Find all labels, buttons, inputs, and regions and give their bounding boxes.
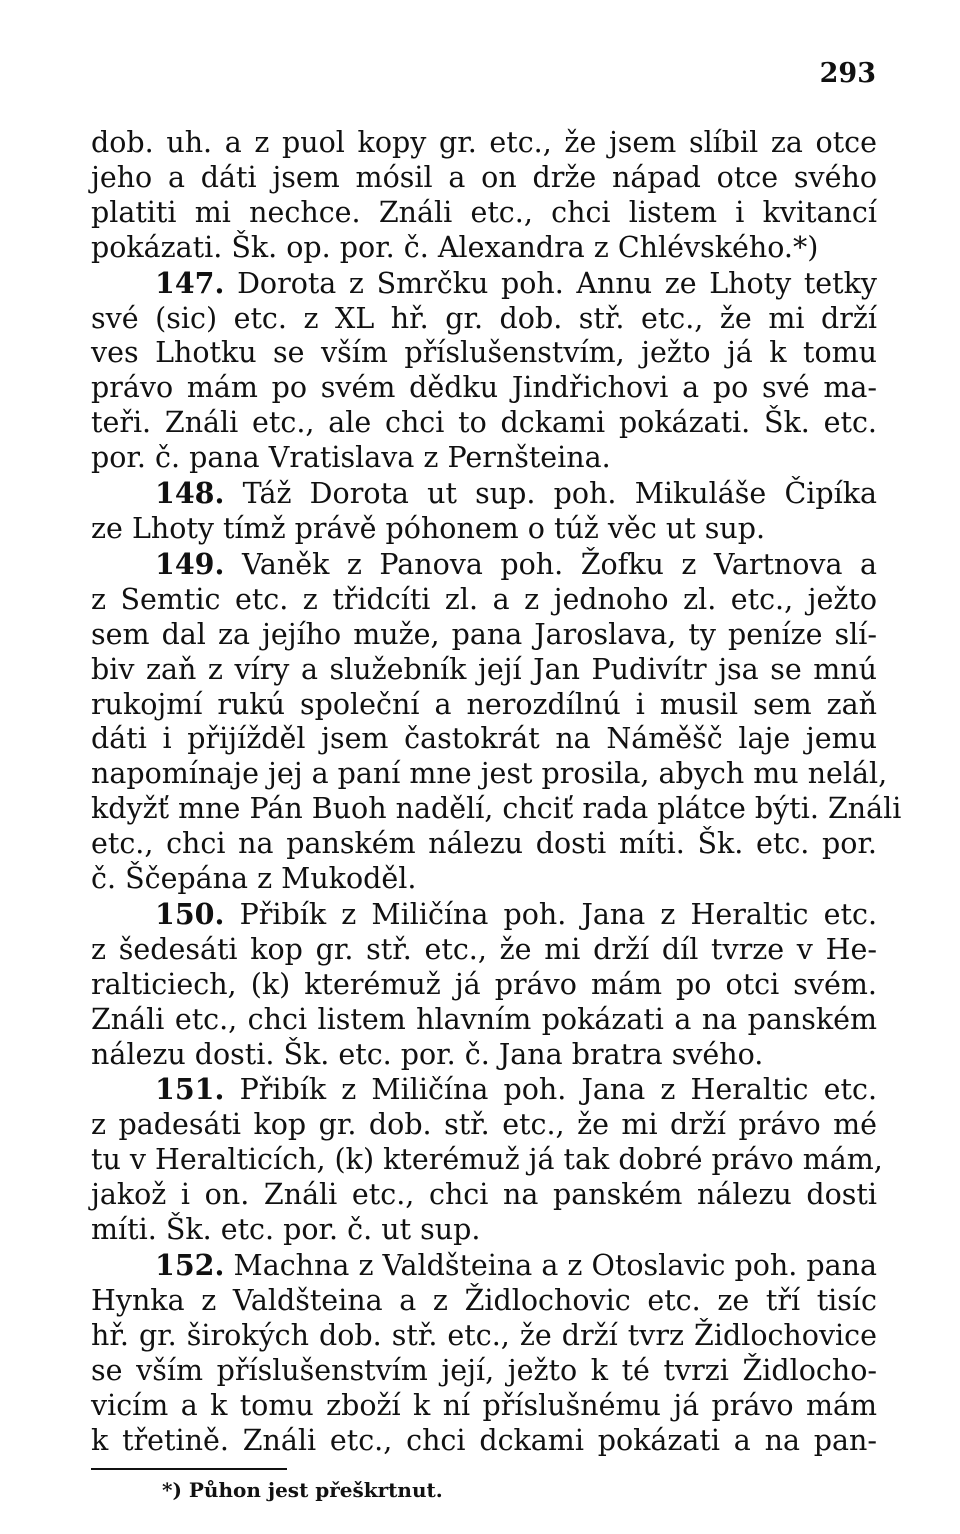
text-line: [91, 1178, 877, 1213]
text-line: [91, 1354, 877, 1389]
entry-number: 147.: [155, 265, 225, 300]
line-text: napomínaje jej a paní mne jest prosila, abych mu nelál,: [91, 757, 888, 791]
line-text: č. Ščepána z Mukoděl.: [91, 862, 417, 896]
line-text: míti. Šk. etc. por. č. ut sup.: [91, 1213, 481, 1247]
text-line: [91, 196, 877, 231]
line-text: právo mám po svém dědku Jindřichovi a po své ma-: [91, 371, 877, 405]
line-text: k třetině. Ználi etc., chci dckami pokázati a na pan-: [91, 1423, 877, 1457]
text-line: [91, 231, 877, 266]
entry-first-line: [91, 476, 877, 512]
text-line: [91, 336, 877, 371]
text-line: [91, 1038, 877, 1073]
line-text: dob. uh. a z puol kopy gr. etc., že jsem slíbil za otce: [91, 126, 877, 159]
line-text: vicím a k tomu zboží k ní příslušnému já právo mám: [91, 1388, 877, 1422]
line-text: Machna z Valdšteina a z Otoslavic poh. pana: [233, 1249, 877, 1282]
text-line: [91, 1213, 877, 1248]
line-text: z šedesáti kop gr. stř. etc., že mi drží díl tvrze v He-: [91, 932, 877, 966]
text-line: [91, 1389, 877, 1424]
line-text: ze Lhoty tímž právě póhonem o túž věc ut sup.: [91, 511, 766, 545]
text-line: [91, 1424, 877, 1459]
text-line: [91, 757, 888, 792]
text-line: [91, 583, 877, 618]
text-line: [91, 722, 877, 757]
text-line: [91, 126, 877, 161]
entry-number: 151.: [155, 1072, 225, 1107]
line-text: hř. gr. širokých dob. stř. etc., že drží tvrz Židlochovice: [91, 1318, 877, 1352]
text-line: [91, 371, 877, 406]
line-text: Táž Dorota ut sup. poh. Mikuláše Čipíka: [242, 477, 877, 511]
line-text: své (sic) etc. z XL hř. gr. dob. stř. etc., že mi drží: [91, 301, 877, 335]
line-text: teři. Ználi etc., ale chci to dckami pokázati. Šk. etc.: [91, 406, 877, 440]
page-number: 293: [819, 58, 876, 89]
line-text: se vším příslušenstvím její, ježto k té tvrzi Židlocho-: [91, 1353, 877, 1387]
line-text: rukojmí rukú společní a nerozdílnú i musil sem zaň: [91, 687, 877, 721]
line-text: ves Lhotku se vším příslušenstvím, ježto já k tomu: [91, 336, 877, 370]
entry-first-line: [91, 266, 877, 302]
line-text: tu v Heralticích, (k) kterémuž já tak dobré právo mám,: [91, 1143, 883, 1177]
line-text: etc., chci na panském nálezu dosti míti. Šk. etc. por.: [91, 827, 877, 861]
text-line: [91, 1284, 877, 1319]
line-text: Hynka z Valdšteina a z Židlochovic etc. ze tří tisíc: [91, 1283, 877, 1317]
line-text: ralticiech, (k) kterémuž já právo mám po otci svém.: [91, 967, 877, 1001]
text-line: [91, 1108, 877, 1143]
text-line: [91, 1143, 883, 1178]
line-text: z Semtic etc. z třidcíti zl. a z jednoho zl. etc., ježto: [91, 582, 877, 616]
line-text: Vaněk z Panova poh. Žofku z Vartnova a: [241, 547, 877, 581]
text-line: [91, 302, 877, 337]
entry-number: 148.: [155, 476, 225, 511]
line-text: nálezu dosti. Šk. etc. por. č. Jana bratra svého.: [91, 1037, 764, 1071]
line-text: platiti mi nechce. Ználi etc., chci listem i kvitancí: [91, 195, 877, 229]
line-text: Přibík z Miličína poh. Jana z Heraltic etc.: [239, 1073, 878, 1107]
line-text: dáti i přijížděl jsem častokrát na Náměšč laje jemu: [91, 722, 877, 756]
text-line: [91, 688, 877, 723]
footnote-divider: [91, 1468, 287, 1470]
text-line: [91, 406, 877, 441]
text-line: [91, 1003, 877, 1038]
text-line: [91, 827, 877, 862]
entry-number: 149.: [155, 546, 225, 581]
text-line: [91, 512, 877, 547]
text-line: [91, 618, 877, 653]
line-text: sem dal za jejího muže, pana Jaroslava, ty peníze slí-: [91, 617, 877, 651]
line-text: pokázati. Šk. op. por. č. Alexandra z Chlévského.*): [91, 230, 819, 264]
text-line: [91, 1319, 877, 1354]
entry-number: 150.: [155, 896, 225, 931]
text-line: [91, 441, 877, 476]
line-text: kdyžť mne Pán Buoh nadělí, chciť rada plátce býti. Ználi: [91, 792, 902, 826]
text-line: [91, 792, 902, 827]
entry-first-line: [91, 1248, 877, 1284]
text-line: [91, 862, 877, 897]
text-line: [91, 653, 877, 688]
text-line: [91, 933, 877, 968]
text-line: [91, 161, 877, 196]
footnote: *) Půhon jest přeškrtnut.: [162, 1478, 443, 1502]
line-text: por. č. pana Vratislava z Pernšteina.: [91, 441, 611, 475]
entry-first-line: [91, 897, 877, 933]
entry-first-line: [91, 547, 877, 583]
entry-number: 152.: [155, 1248, 225, 1282]
body-text: [91, 126, 902, 1458]
line-text: Dorota z Smrčku poh. Annu ze Lhoty tetky: [237, 266, 877, 300]
line-text: biv zaň z víry a služebník její Jan Pudivítr jsa se mnú: [91, 652, 877, 686]
line-text: jeho a dáti jsem mósil a on drže nápad otce svého: [91, 160, 877, 194]
line-text: z padesáti kop gr. dob. stř. etc., že mi drží právo mé: [91, 1108, 877, 1142]
entry-first-line: [91, 1072, 877, 1108]
text-line: [91, 968, 877, 1003]
line-text: Ználi etc., chci listem hlavním pokázati a na panském: [91, 1002, 877, 1036]
line-text: Přibík z Miličína poh. Jana z Heraltic etc.: [239, 897, 878, 931]
line-text: jakož i on. Ználi etc., chci na panském nálezu dosti: [91, 1178, 877, 1212]
